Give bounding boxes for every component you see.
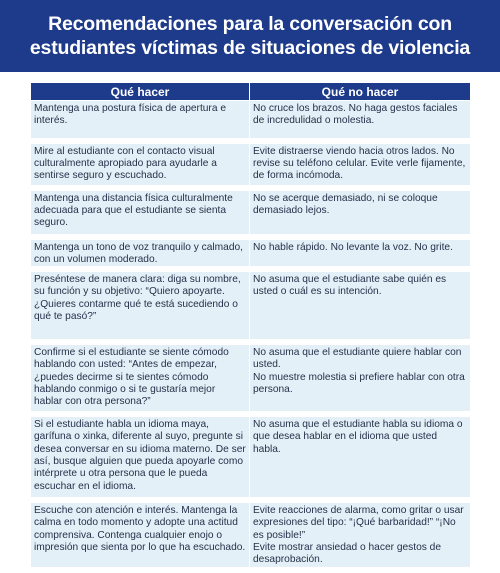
do-cell: Mantenga una distancia física culturalmente adecuada para que el estudiante se sienta seguro. [31, 188, 250, 237]
title-line-1: Recomendaciones para la conversación con [48, 13, 452, 35]
do-cell: Mantenga una postura física de apertura e interés. [31, 101, 250, 141]
do-cell: Mantenga un tono de voz tranquilo y calmado, con un volumen moderado. [31, 237, 250, 270]
table-row [31, 269, 471, 342]
dont-cell: No hable rápido. No levante la voz. No grite. [250, 237, 471, 270]
dont-cell: No asuma que el estudiante quiere hablar con usted. No muestre molestia si prefiere hablar con otra persona. [250, 342, 471, 414]
table-row [31, 141, 471, 188]
do-cell: Si el estudiante habla un idioma maya, garífuna o xinka, diferente al suyo, pregunte si desea conversar en su idioma materno. De ser así, busque alguien que pueda apoyarle como intérprete u otra persona que le pueda escuchar en el idioma. [31, 414, 250, 500]
page-title [20, 12, 480, 60]
do-cell: Preséntese de manera clara: diga su nombre, su función y su objetivo: “Quiero apoyarte. ¿Quieres contarme qué te está sucediendo o qué te pasó?” [31, 269, 250, 342]
recommendations-table-container [30, 82, 470, 566]
table-row [31, 342, 471, 414]
table-row [31, 237, 471, 270]
title-banner [0, 0, 500, 72]
table-header-row [31, 83, 471, 101]
dont-cell: No se acerque demasiado, ni se coloque demasiado lejos. [250, 188, 471, 237]
do-cell: Mire al estudiante con el contacto visual culturalmente apropiado para ayudarle a sentirse seguro y escuchado. [31, 141, 250, 188]
dont-cell: Evite reacciones de alarma, como gritar o usar expresiones del tipo: “¡Qué barbaridad!” “¡No es posible!” Evite mostrar ansiedad o hacer gestos de desaprobación. [250, 500, 471, 570]
dont-cell: No cruce los brazos. No haga gestos faciales de incredulidad o molestia. [250, 101, 471, 141]
table-row [31, 500, 471, 570]
dont-cell: Evite distraerse viendo hacia otros lados. No revise su teléfono celular. Evite verle fijamente, de forma incómoda. [250, 141, 471, 188]
table-row [31, 101, 471, 141]
dont-cell: No asuma que el estudiante habla su idioma o que desea hablar en el idioma que usted habla. [250, 414, 471, 500]
table-row [31, 414, 471, 500]
column-header-dont: Qué no hacer [250, 83, 471, 101]
recommendations-table [30, 82, 471, 573]
dont-cell: No asuma que el estudiante sabe quién es usted o cuál es su intención. [250, 269, 471, 342]
column-header-do: Qué hacer [31, 83, 250, 101]
do-cell: Confirme si el estudiante se siente cómodo hablando con usted: “Antes de empezar, ¿puedes decirme si te sientes cómodo hablando conmigo o si te gustaría mejor hablar con otra persona?” [31, 342, 250, 414]
do-cell: Escuche con atención e interés. Mantenga la calma en todo momento y adopte una actitud comprensiva. Contenga cualquier enojo o impresión que sienta por lo que ha escuchado. [31, 500, 250, 570]
table-row [31, 188, 471, 237]
title-line-2: estudiantes víctimas de situaciones de violencia [29, 37, 471, 59]
